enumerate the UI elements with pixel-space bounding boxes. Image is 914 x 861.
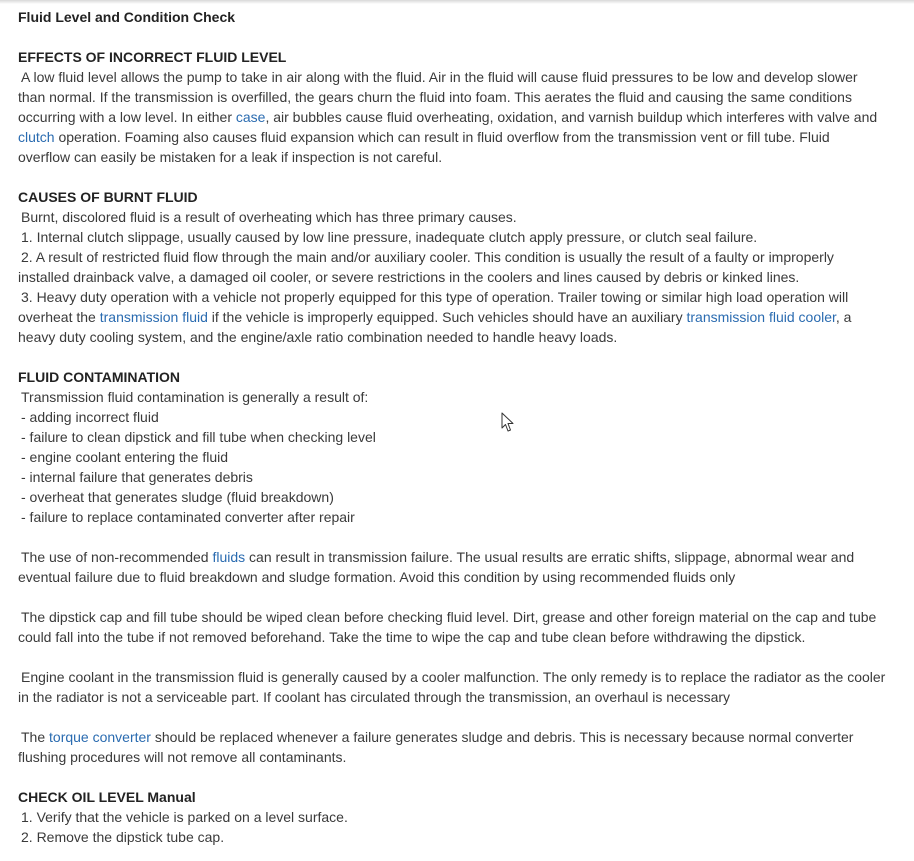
burnt-text: overheat the [18,309,100,325]
mouse-pointer-icon [501,412,515,434]
burnt-item-3c: heavy duty cooling system, and the engine/axle ratio combination needed to handle heavy loads. [18,329,618,345]
link-fluids[interactable]: fluids [212,549,246,565]
contamination-intro: Transmission fluid contamination is generally a result of: [21,389,369,405]
heading-effects: EFFECTS OF INCORRECT FLUID LEVEL [18,49,287,65]
spacer [18,767,908,787]
burnt-item-3a: 3. Heavy duty operation with a vehicle not properly equipped for this type of operation. Trailer towing or similar high load operation will [21,289,849,305]
spacer [18,167,908,187]
contamination-para-2b: could fall into the tube if not removed beforehand. Take the time to wipe the cap and tube clean before withdrawing the dipstick. [18,629,806,645]
list-item: - adding incorrect fluid [21,409,159,425]
contamination-para-1a [18,547,908,567]
contamination-text: The [21,729,50,745]
list-item: - internal failure that generates debris [21,469,253,485]
spacer [18,527,908,547]
burnt-item-2a: 2. A result of restricted fluid flow through the main and/or auxiliary cooler. This condition is usually the result of a faulty or improperly [21,249,834,265]
contamination-para-3a: Engine coolant in the transmission fluid is generally caused by a cooler malfunction. The only remedy is to replace the radiator as the cooler [21,669,886,685]
effects-line-2: than normal. If the transmission is overfilled, the gears churn the fluid into foam. This aerates the fluid and causing the same conditions [18,89,852,105]
list-item: - failure to clean dipstick and fill tube when checking level [21,429,376,445]
spacer [18,347,908,367]
burnt-item-3b [18,307,908,327]
heading-contamination: FLUID CONTAMINATION [18,369,181,385]
contamination-list [18,407,908,527]
burnt-text: if the vehicle is improperly equipped. Such vehicles should have an auxiliary [207,309,687,325]
spacer [18,707,908,727]
effects-line-3 [18,107,908,127]
effects-text: , air bubbles cause fluid overheating, oxidation, and varnish buildup which interferes with valve and [265,109,878,125]
burnt-text: , a [835,309,852,325]
burnt-item-1: 1. Internal clutch slippage, usually caused by low line pressure, inadequate clutch apply pressure, or clutch seal failure. [21,229,758,245]
heading-burnt: CAUSES OF BURNT FLUID [18,189,198,205]
link-torque-converter[interactable]: torque converter [49,729,151,745]
list-item: - failure to replace contaminated converter after repair [21,509,355,525]
spacer [18,587,908,607]
contamination-text: can result in transmission failure. The usual results are erratic shifts, slippage, abnormal wear and [245,549,855,565]
article [18,7,908,847]
link-transmission-fluid-cooler[interactable]: transmission fluid cooler [686,309,836,325]
list-item: - overheat that generates sludge (fluid breakdown) [21,489,334,505]
effects-text: operation. Foaming also causes fluid expansion which can result in fluid overflow from the transmission vent or fill tube. Fluid [54,129,830,145]
effects-text: occurring with a low level. In either [18,109,236,125]
link-case[interactable]: case [235,109,266,125]
check-step-1: 1. Verify that the vehicle is parked on a level surface. [21,809,348,825]
page-title: Fluid Level and Condition Check [18,9,236,25]
effects-line-4 [18,127,908,147]
list-item: - engine coolant entering the fluid [21,449,229,465]
spacer [18,647,908,667]
top-edge-shadow [0,0,914,4]
contamination-text: The use of non-recommended [21,549,213,565]
contamination-para-3b: in the radiator is not a serviceable part. If coolant has circulated through the transmission, an overhaul is necessary [18,689,731,705]
heading-check-oil: CHECK OIL LEVEL Manual [18,789,196,805]
contamination-text: should be replaced whenever a failure generates sludge and debris. This is necessary because normal converter [150,729,854,745]
contamination-para-2a: The dipstick cap and fill tube should be wiped clean before checking fluid level. Dirt, grease and other foreign material on the cap and tube [21,609,877,625]
spacer [18,27,908,47]
link-clutch[interactable]: clutch [18,129,55,145]
burnt-item-2b: installed drainback valve, a damaged oil cooler, or severe restrictions in the coolers and lines caused by debris or kinked lines. [18,269,800,285]
link-transmission-fluid[interactable]: transmission fluid [99,309,208,325]
check-step-2: 2. Remove the dipstick tube cap. [21,829,225,845]
effects-line-5: overflow can easily be mistaken for a leak if inspection is not careful. [18,149,443,165]
effects-line-1: A low fluid level allows the pump to take in air along with the fluid. Air in the fluid will cause fluid pressures to be low and develop slower [21,69,858,85]
contamination-para-4a [18,727,908,747]
contamination-para-1b: eventual failure due to fluid breakdown and sludge formation. Avoid this condition by using recommended fluids only [18,569,736,585]
burnt-intro: Burnt, discolored fluid is a result of overheating which has three primary causes. [21,209,517,225]
contamination-para-4b: flushing procedures will not remove all contaminants. [18,749,347,765]
